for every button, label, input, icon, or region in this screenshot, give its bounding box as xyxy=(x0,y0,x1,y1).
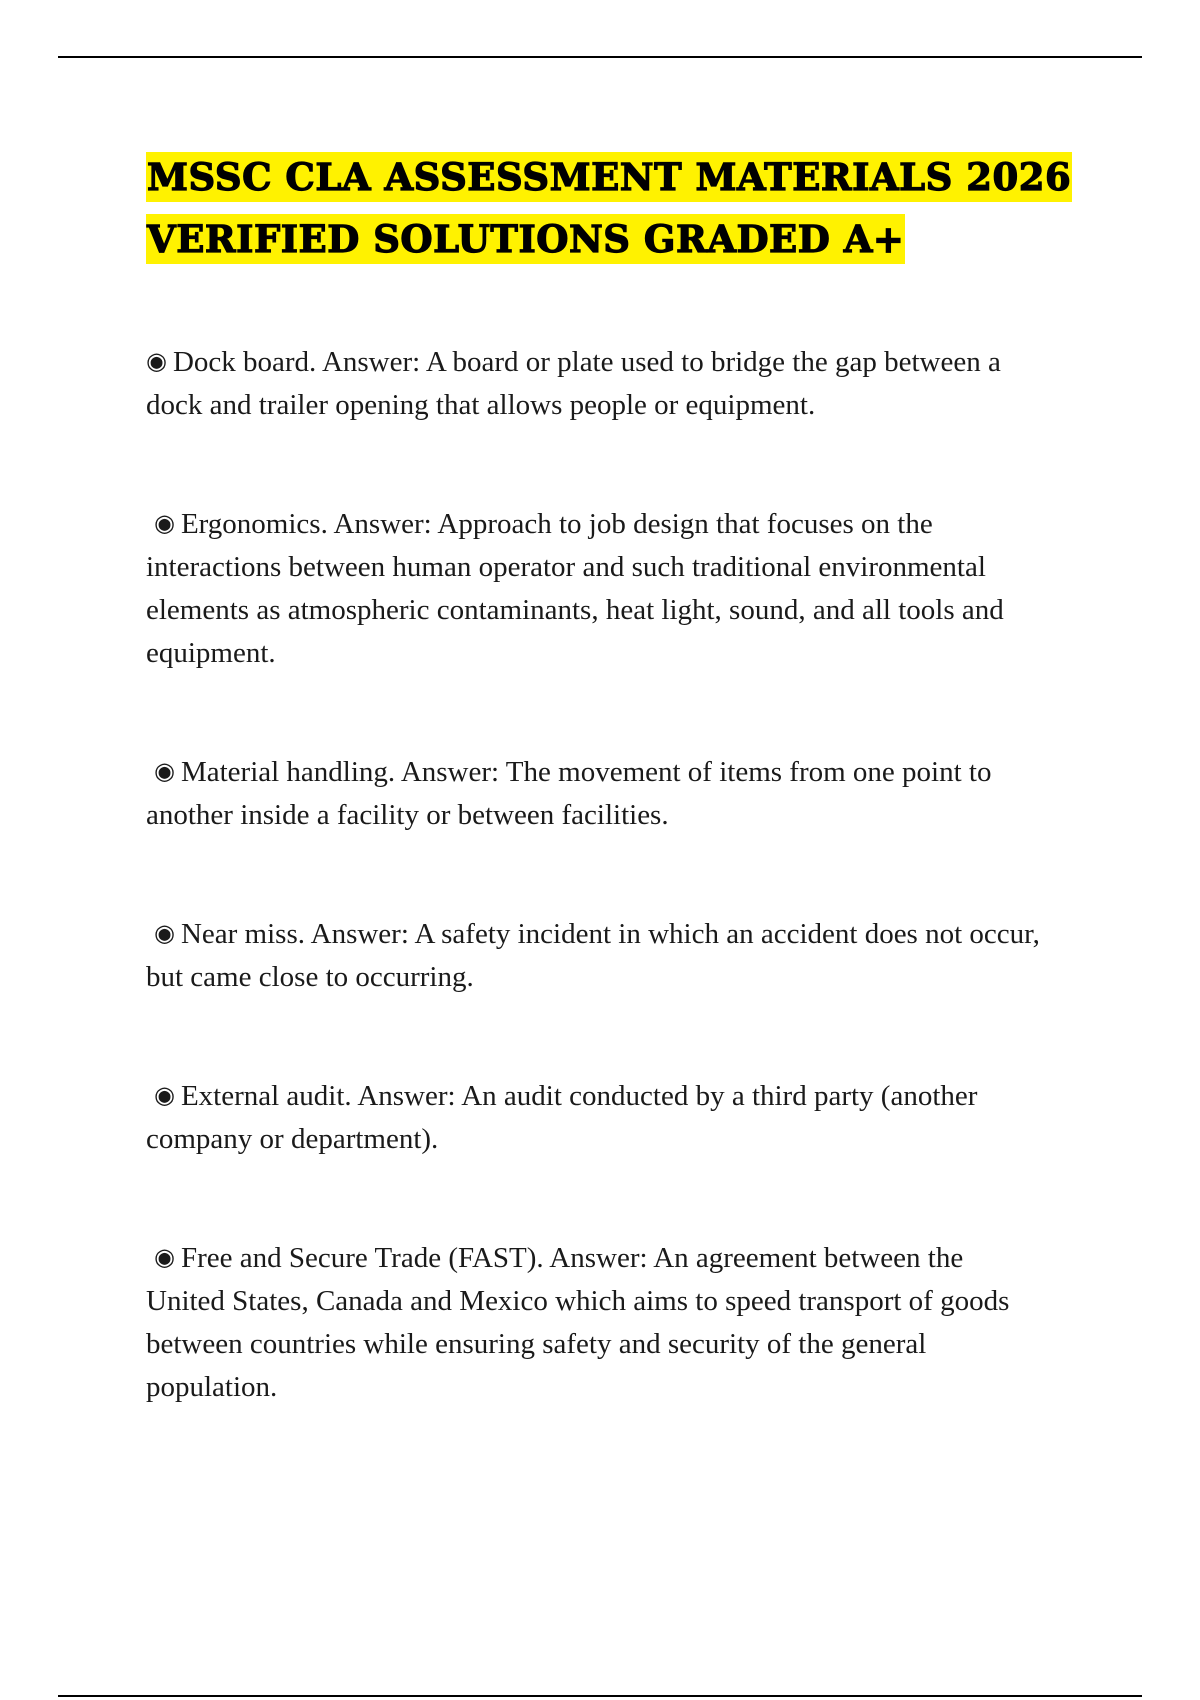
document-title xyxy=(146,146,1106,270)
qa-item-fast xyxy=(146,1236,1046,1409)
title-line-1: MSSC CLA ASSESSMENT MATERIALS 2026 xyxy=(146,152,1072,202)
qa-item-text: Ergonomics. Answer: Approach to job design that focuses on the interactions between human operator and such traditional environmental elements as atmospheric contaminants, heat light, sound, and all tools and equipment. xyxy=(146,508,1004,669)
qa-item-ergonomics xyxy=(146,502,1046,675)
bottom-rule xyxy=(58,1695,1142,1697)
qa-item-text: Material handling. Answer: The movement of items from one point to another inside a facility or between facilities. xyxy=(146,756,992,831)
bullet-icon: ◉ xyxy=(154,509,175,537)
bullet-icon: ◉ xyxy=(154,1243,175,1271)
qa-item-text: External audit. Answer: An audit conducted by a third party (another company or department). xyxy=(146,1080,978,1155)
qa-item-external-audit xyxy=(146,1074,1046,1161)
qa-item-dock-board xyxy=(146,340,1046,427)
qa-item-text: Near miss. Answer: A safety incident in which an accident does not occur, but came close to occurring. xyxy=(146,918,1040,993)
title-line-2: VERIFIED SOLUTIONS GRADED A+ xyxy=(146,214,905,264)
qa-item-text: Dock board. Answer: A board or plate used to bridge the gap between a dock and trailer opening that allows people or equipment. xyxy=(146,346,1001,421)
qa-item-text: Free and Secure Trade (FAST). Answer: An agreement between the United States, Canada and Mexico which aims to speed transport of goods between countries while ensuring safety and security of the general population. xyxy=(146,1242,1010,1403)
bullet-icon: ◉ xyxy=(154,919,175,947)
qa-item-near-miss xyxy=(146,912,1046,999)
top-rule xyxy=(58,56,1142,58)
bullet-icon: ◉ xyxy=(154,757,175,785)
bullet-icon: ◉ xyxy=(154,1081,175,1109)
qa-item-material-handling xyxy=(146,750,1046,837)
bullet-icon: ◉ xyxy=(146,347,167,375)
